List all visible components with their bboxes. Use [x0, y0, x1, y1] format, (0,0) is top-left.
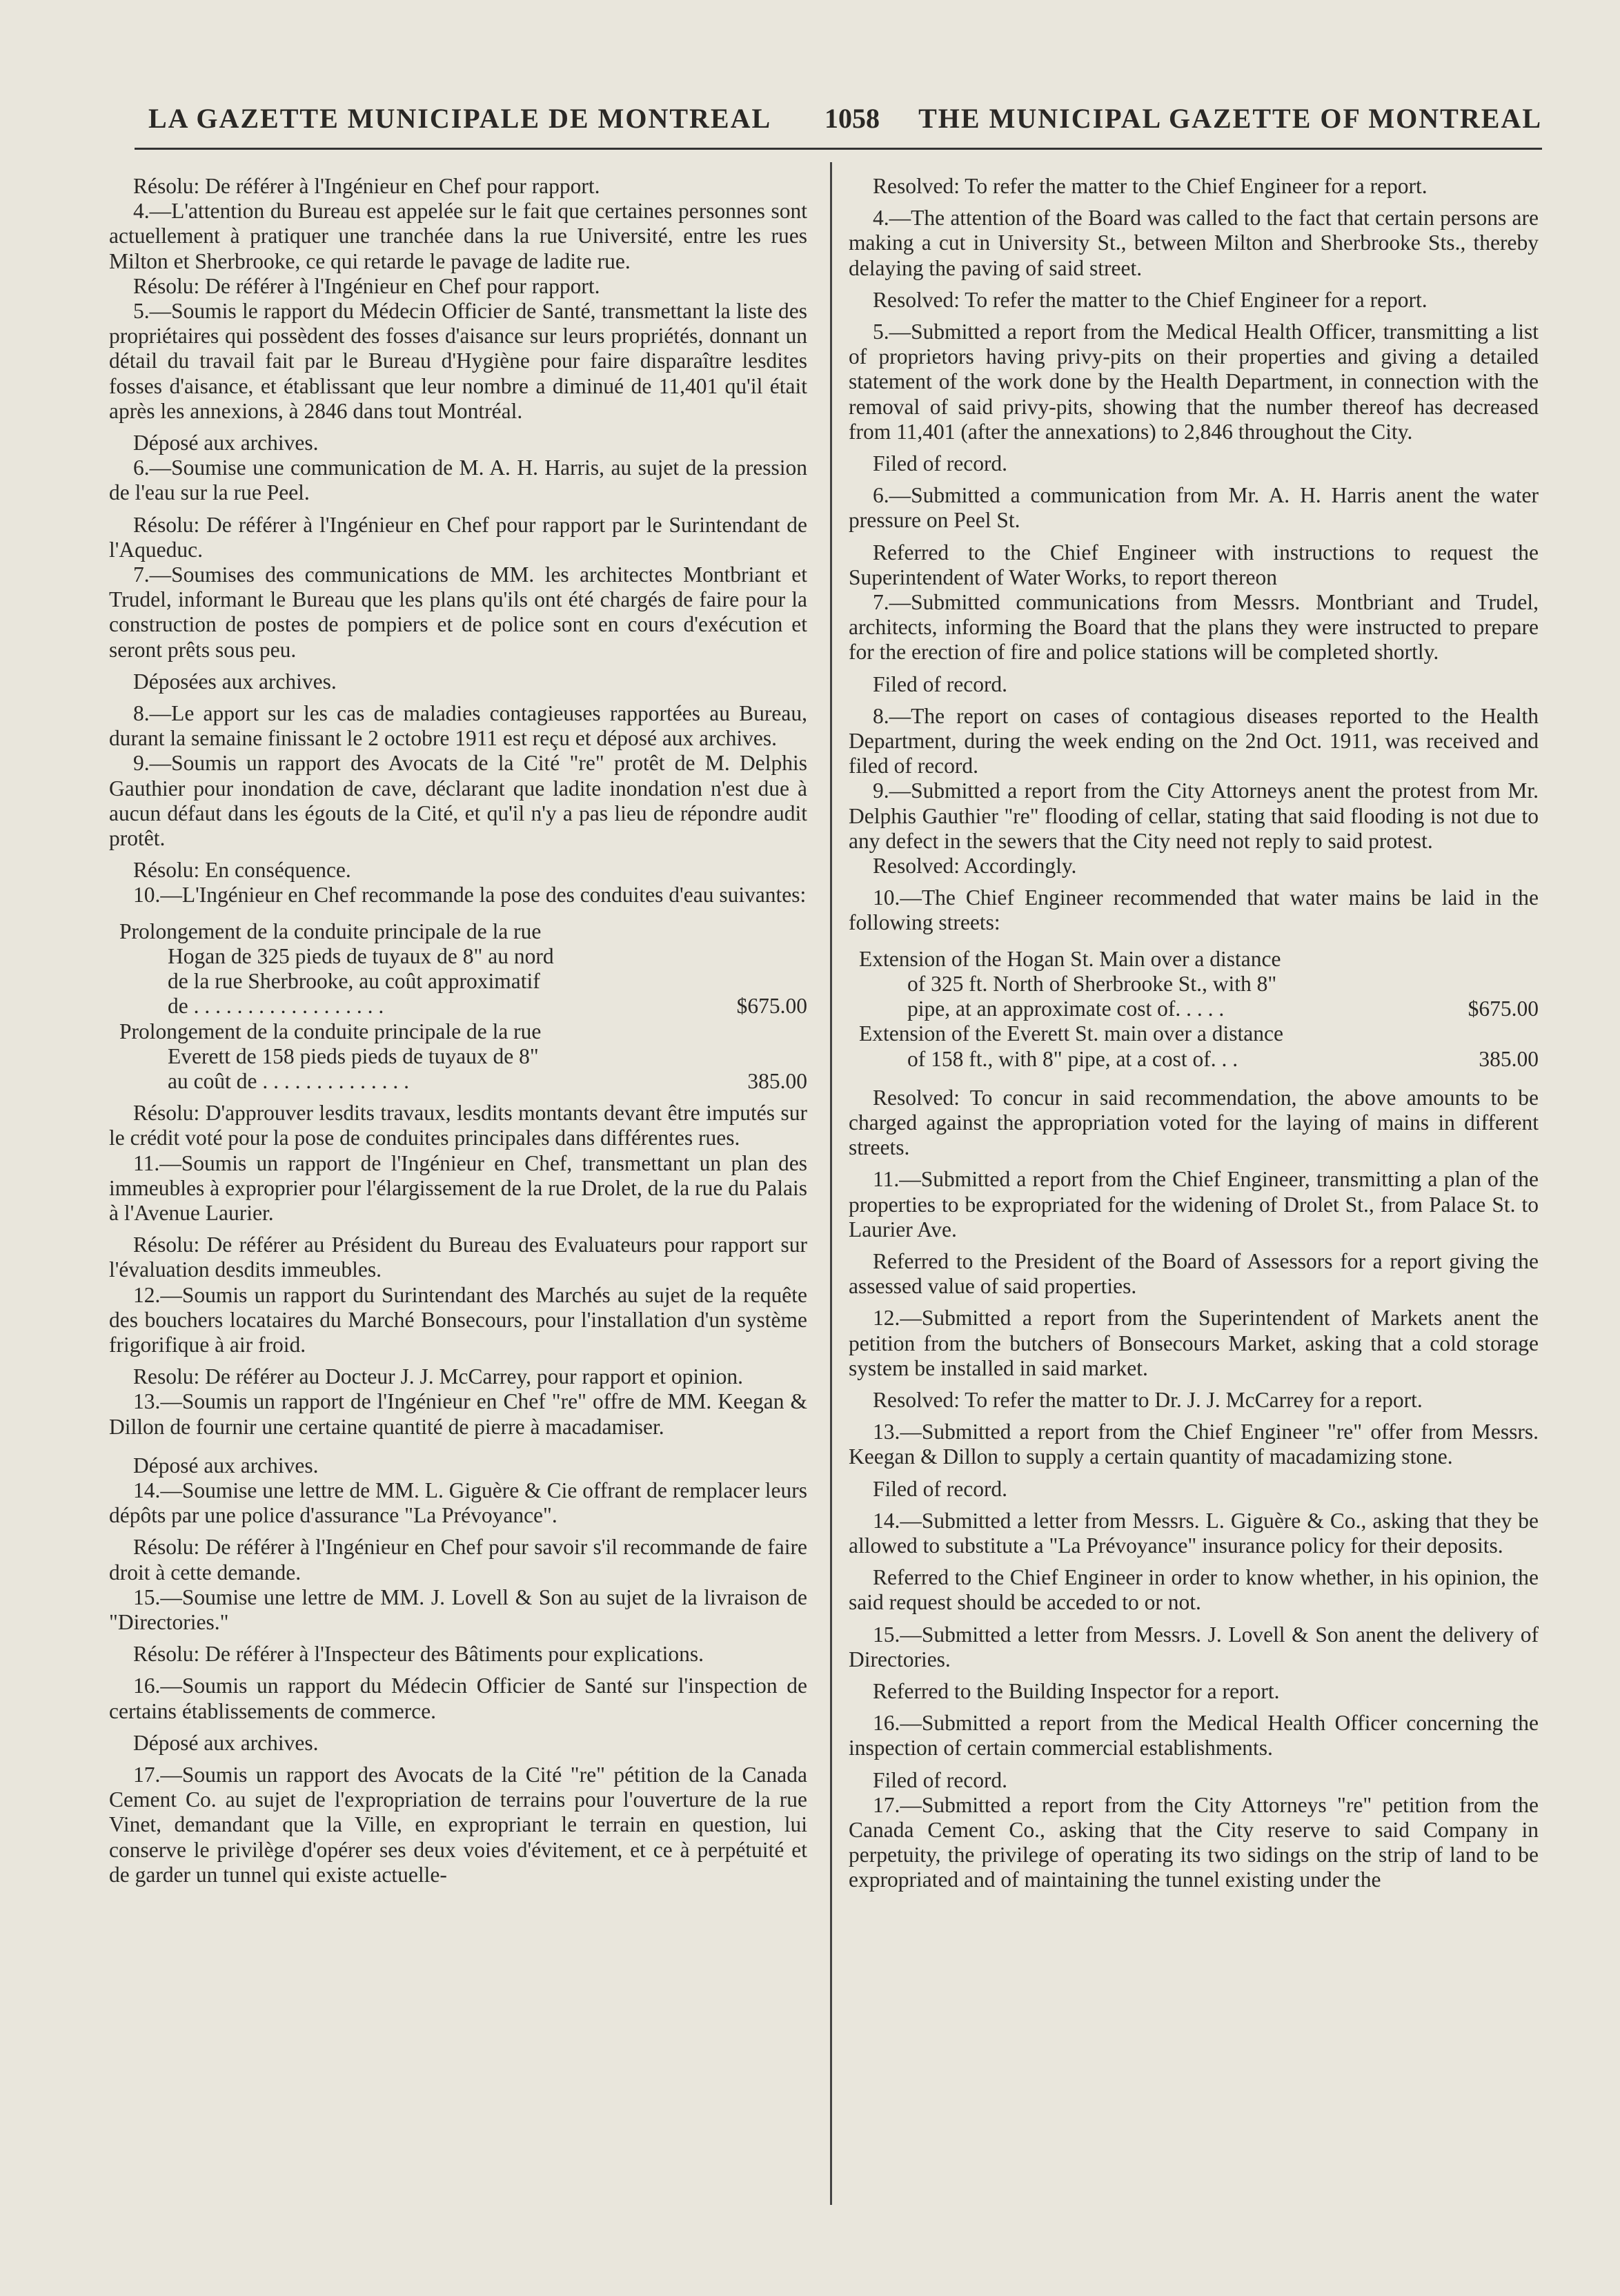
cost-estimate-item [119, 919, 807, 1019]
paragraph: 7.—Soumises des communications de MM. les architectes Montbriant et Trudel, informant le Bureau que les plans qu'ils ont été chargés de faire pour la construction de postes de pompiers et de police sont en cours d'exécution et seront prêts sous peu. [109, 562, 807, 662]
paragraph: 11.—Soumis un rapport de l'Ingénieur en Chef, transmettant un plan des immeubles à exproprier pour l'élargissement de la rue Drolet, de la rue du Palais à l'Avenue Laurier. [109, 1150, 807, 1225]
estimate-line: Everett de 158 pieds pieds de tuyaux de 8" [168, 1043, 539, 1068]
paragraph: Déposé aux archives. [133, 1453, 319, 1478]
cost-estimate-list [849, 947, 1539, 1072]
paragraph: Filed of record. [873, 671, 1008, 696]
estimate-line: pipe, at an approximate cost of. . . . . [907, 997, 1225, 1021]
french-column [109, 174, 807, 1887]
estimate-line: Extension of the Hogan St. Main over a distance [859, 946, 1281, 971]
cost-estimate-item [859, 947, 1539, 1022]
paragraph: Résolu: En conséquence. [133, 858, 351, 883]
paragraph: 12.—Submitted a report from the Superintendent of Markets anent the petition from the butchers of Bonsecours Market, asking that a cold storage system be installed in said market. [849, 1306, 1539, 1380]
page-number: 1058 [824, 103, 880, 134]
paragraph: 14.—Submitted a letter from Messrs. L. Giguère & Co., asking that they be allowed to substitute a "La Prévoyance" insurance policy for their deposits. [849, 1508, 1539, 1558]
paragraph: Déposé aux archives. [133, 431, 319, 455]
paragraph: Filed of record. [873, 1767, 1008, 1792]
paragraph: 14.—Soumise une lettre de MM. L. Giguère & Cie offrant de remplacer leurs dépôts par une police d'assurance "La Prévoyance". [109, 1478, 807, 1528]
paragraph: Resolved: To concur in said recommendation, the above amounts to be charged against the appropriation voted for the laying of mains in different streets. [849, 1085, 1539, 1160]
paragraph: 17.—Soumis un rapport des Avocats de la Cité "re" pétition de la Canada Cement Co. au sujet de l'expropriation de terrains pour l'ouverture de la rue Vinet, demandant que la Ville, en expropriant le terrain en question, lui conserve le privilège d'opérer ses deux voies d'évitement, et ce à perpétuité et de garder un tunnel qui existe actuelle- [109, 1762, 807, 1887]
paragraph: 6.—Soumise une communication de M. A. H. Harris, au sujet de la pression de l'eau sur la rue Peel. [109, 455, 807, 505]
paragraph: Résolu: D'approuver lesdits travaux, lesdits montants devant être imputés sur le crédit voté pour la pose de conduites principales dans différentes rues. [109, 1101, 807, 1150]
paragraph: Filed of record. [873, 451, 1008, 476]
paragraph: Résolu: De référer à l'Ingénieur en Chef pour savoir s'il recommande de faire droit à cette demande. [109, 1535, 807, 1584]
paragraph: 12.—Soumis un rapport du Surintendant des Marchés au sujet de la requête des bouchers locataires du Marché Bonsecours, pour l'installation d'un système frigorifique à air froid. [109, 1282, 807, 1357]
column-divider [830, 162, 832, 2205]
estimate-line: of 325 ft. North of Sherbrooke St., with 8" [907, 971, 1277, 996]
paragraph: Déposé aux archives. [133, 1730, 319, 1755]
estimate-line: au coût de . . . . . . . . . . . . . . [168, 1068, 409, 1093]
paragraph: 8.—Le apport sur les cas de maladies contagieuses rapportées au Bureau, durant la semaine finissant le 2 octobre 1911 est reçu et déposé aux archives. [109, 701, 807, 751]
paragraph: 17.—Submitted a report from the City Attorneys "re" petition from the Canada Cement Co., asking that the City reserve to said Company in perpetuity, the privilege of operating its two sidings on the strip of land to be expropriated and of maintaining the tunnel existing under the [849, 1792, 1539, 1892]
paragraph: Resolved: To refer the matter to the Chief Engineer for a report. [873, 287, 1428, 312]
paragraph: 16.—Submitted a report from the Medical Health Officer concerning the inspection of certain commercial establishments. [849, 1711, 1539, 1760]
english-column [849, 174, 1539, 1893]
paragraph: Résolu: De référer à l'Ingénieur en Chef pour rapport. [133, 174, 600, 198]
paragraph: 15.—Submitted a letter from Messrs. J. Lovell & Son anent the delivery of Directories. [849, 1622, 1539, 1671]
paragraph: 11.—Submitted a report from the Chief Engineer, transmitting a plan of the properties to be expropriated for the widening of Drolet St., from Palace St. to Laurier Ave. [849, 1167, 1539, 1242]
paragraph: Résolu: De référer à l'Ingénieur en Chef pour rapport par le Surintendant de l'Aqueduc. [109, 512, 807, 562]
header-french-title: LA GAZETTE MUNICIPALE DE MONTREAL [148, 103, 772, 134]
paragraph: Résolu: De référer à l'Ingénieur en Chef pour rapport. [133, 273, 600, 298]
paragraph: Filed of record. [873, 1476, 1008, 1501]
estimate-line: Extension of the Everett St. main over a distance [859, 1021, 1283, 1046]
paragraph: Referred to the Chief Engineer in order to know whether, in his opinion, the said request should be acceded to or not. [849, 1565, 1539, 1615]
estimate-line: Prolongement de la conduite principale de la rue [119, 919, 542, 943]
estimate-line: de . . . . . . . . . . . . . . . . . . [168, 994, 384, 1019]
paragraph: 7.—Submitted communications from Messrs. Montbriant and Trudel, architects, informing the Board that the plans they were instructed to prepare for the erection of fire and police stations will be completed shortly. [849, 590, 1539, 665]
estimate-amount: $675.00 [736, 994, 807, 1019]
paragraph: 13.—Submitted a report from the Chief Engineer "re" offer from Messrs. Keegan & Dillon to supply a certain quantity of macadamizing stone. [849, 1420, 1539, 1469]
paragraph: 10.—L'Ingénieur en Chef recommande la pose des conduites d'eau suivantes: [133, 883, 807, 907]
paragraph: 6.—Submitted a communication from Mr. A. H. Harris anent the water pressure on Peel St. [849, 483, 1539, 533]
estimate-amount: 385.00 [747, 1068, 807, 1093]
paragraph: Referred to the Building Inspector for a report. [873, 1678, 1280, 1703]
paragraph: 4.—L'attention du Bureau est appelée sur le fait que certaines personnes sont actuellement à pratiquer une tranchée dans la rue Université, entre les rues Milton et Sherbrooke, ce qui retarde le pavage de ladite rue. [109, 199, 807, 273]
estimate-amount: 385.00 [1479, 1046, 1539, 1071]
header-rule [135, 148, 1542, 150]
cost-estimate-item [859, 1021, 1539, 1071]
paragraph: 16.—Soumis un rapport du Médecin Officier de Santé sur l'inspection de certains établissements de commerce. [109, 1674, 807, 1723]
paragraph: 4.—The attention of the Board was called to the fact that certain persons are making a cut in University St., between Milton and Sherbrooke Sts., thereby delaying the paving of said street. [849, 206, 1539, 280]
paragraph: 9.—Submitted a report from the City Attorneys anent the protest from Mr. Delphis Gauthier "re" flooding of cellar, stating that said flooding is not due to any defect in the sewers that the City need not reply to said protest. [849, 778, 1539, 853]
paragraph: Referred to the President of the Board of Assessors for a report giving the assessed value of said properties. [849, 1248, 1539, 1299]
paragraph: 5.—Submitted a report from the Medical Health Officer, transmitting a list of proprietors having privy-pits on their properties and giving a detailed statement of the work done by the Health Department, in connection with the removal of said privy-pits, showing that the number thereof has decreased from 11,401 (after the annexations) to 2,846 throughout the City. [849, 320, 1539, 444]
estimate-line: of 158 ft., with 8" pipe, at a cost of. . . [907, 1046, 1238, 1071]
paragraph: Résolu: De référer à l'Inspecteur des Bâtiments pour explications. [133, 1642, 704, 1667]
estimate-amount: $675.00 [1468, 997, 1539, 1021]
estimate-line: Hogan de 325 pieds de tuyaux de 8" au nord [168, 943, 554, 968]
estimate-line: de la rue Sherbrooke, au coût approximatif [168, 969, 540, 994]
cost-estimate-item [119, 1019, 807, 1095]
header-english-title: THE MUNICIPAL GAZETTE OF MONTREAL [918, 103, 1542, 134]
paragraph: 9.—Soumis un rapport des Avocats de la Cité "re" protêt de M. Delphis Gauthier pour inondation de cave, déclarant que ladite inondation n'est due à aucun défaut dans les égouts de la Cité, et qu'il n'y a pas lieu de répondre audit protêt. [109, 751, 807, 851]
paragraph: Resolved: To refer the matter to the Chief Engineer for a report. [873, 174, 1428, 198]
paragraph: 15.—Soumise une lettre de MM. J. Lovell & Son au sujet de la livraison de "Directories." [109, 1584, 807, 1634]
paragraph: 5.—Soumis le rapport du Médecin Officier de Santé, transmettant la liste des propriétaires qui possèdent des fosses d'aisance sur leurs propriétés, donnant un détail du travail fait par le Bureau d'Hygiène pour faire disparaître lesdites fosses d'aisance, et établissant que leur nombre a diminué de 11,401 qu'il était après les annexions, à 2846 dans tout Montréal. [109, 299, 807, 423]
page-header [148, 102, 1542, 144]
paragraph: Resolu: De référer au Docteur J. J. McCarrey, pour rapport et opinion. [133, 1364, 744, 1389]
paragraph: 10.—The Chief Engineer recommended that water mains be laid in the following streets: [849, 885, 1539, 935]
paragraph: Déposées aux archives. [133, 669, 337, 694]
paragraph: Referred to the Chief Engineer with instructions to request the Superintendent of Water Works, to report thereon [849, 540, 1539, 589]
paragraph: 8.—The report on cases of contagious diseases reported to the Health Department, during the week ending on the 2nd Oct. 1911, was received and filed of record. [849, 703, 1539, 778]
paragraph: Resolved: To refer the matter to Dr. J. J. McCarrey for a report. [873, 1387, 1423, 1412]
estimate-line: Prolongement de la conduite principale de la rue [119, 1019, 542, 1043]
cost-estimate-list [109, 919, 807, 1094]
paragraph: Résolu: De référer au Président du Bureau des Evaluateurs pour rapport sur l'évaluation desdits immeubles. [109, 1233, 807, 1282]
paragraph: 13.—Soumis un rapport de l'Ingénieur en Chef "re" offre de MM. Keegan & Dillon de fournir une certaine quantité de pierre à macadamiser. [109, 1389, 807, 1439]
paragraph: Resolved: Accordingly. [873, 854, 1077, 879]
